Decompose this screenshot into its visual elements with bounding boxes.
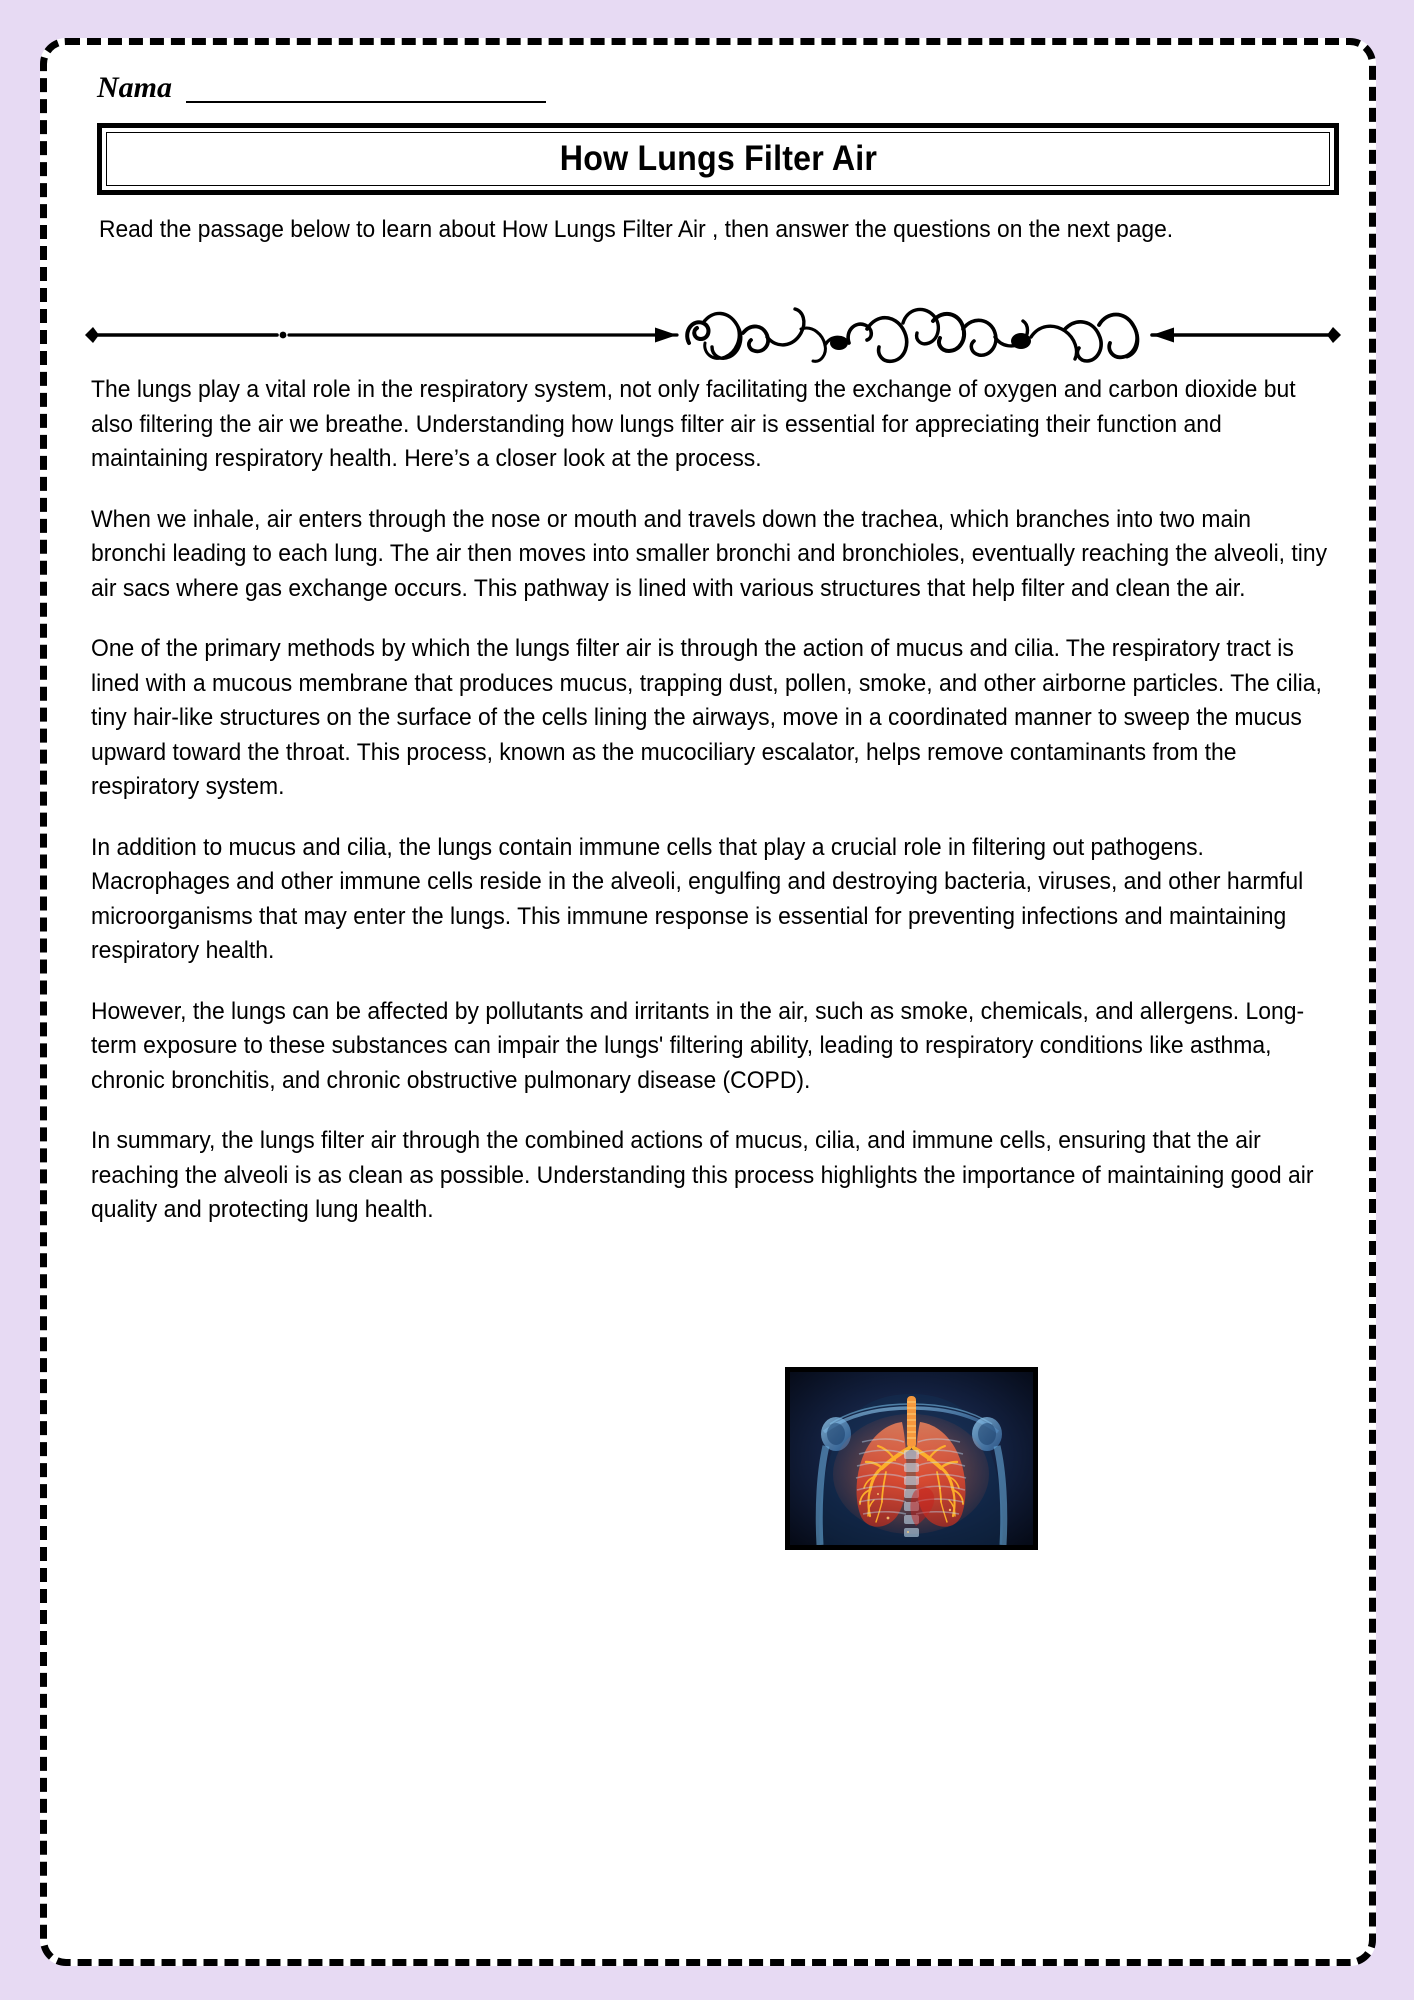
passage-paragraph: One of the primary methods by which the lungs filter air is through the action of mucus and cilia. The respiratory tract is lined with a mucous membrane that produces mucus, trapping dust, pollen, smoke, and other airborne particles. The cilia, tiny hair-like structures on the surface of the cells lining the airways, move in a coordinated manner to sweep the mucus upward toward the throat. This process, known as the mucociliary escalator, helps remove contaminants from the respiratory system. — [91, 635, 1322, 800]
passage-paragraph: The lungs play a vital role in the respiratory system, not only facilitating the exchange of oxygen and carbon dioxide but also filtering the air we breathe. Understanding how lungs filter air is essential for appreciating their function and maintaining respiratory health. Here’s a closer look at the process. — [91, 376, 1296, 472]
passage-paragraph: When we inhale, air enters through the nose or mouth and travels down the trachea, which branches into two main bronchi leading to each lung. The air then moves into smaller bronchi and bronchioles, eventually reaching the alveoli, tiny air sacs where gas exchange occurs. This pathway is lined with various structures that help filter and clean the air. — [91, 505, 1328, 602]
passage-paragraph: In addition to mucus and cilia, the lungs contain immune cells that play a crucial role in filtering out pathogens. Macrophages and other immune cells reside in the alveoli, engulfing and destroying bacteria, viruses, and other harmful microorganisms that may enter the lungs. This immune response is essential for preventing infections and maintaining respiratory health. — [91, 833, 1304, 964]
passage-body — [91, 373, 1331, 1228]
name-input-blank[interactable] — [186, 79, 546, 103]
instruction-text: Read the passage below to learn about How Lungs Filter Air , then answer the questions on the next page. — [99, 216, 1174, 243]
name-label: Nama — [97, 71, 172, 104]
title-box — [97, 123, 1339, 195]
figure-image — [790, 1372, 1033, 1545]
worksheet-inner — [69, 55, 1347, 1949]
passage-paragraph: However, the lungs can be affected by pollutants and irritants in the air, such as smoke, chemicals, and allergens. Long-term exposure to these substances can impair the lungs' filtering ability, leading to respiratory conditions like asthma, chronic bronchitis, and chronic obstructive pulmonary disease (COPD). — [91, 997, 1305, 1094]
name-row — [97, 73, 546, 103]
page-title: How Lungs Filter Air — [559, 139, 877, 178]
human-lungs-xray-illustration-icon — [785, 1367, 1038, 1550]
flourish-ornament-divider-icon — [77, 303, 1349, 367]
worksheet-sheet — [40, 38, 1376, 1966]
passage-paragraph: In summary, the lungs filter air through the combined actions of mucus, cilia, and immune cells, ensuring that the air reaching the alveoli is as clean as possible. Understanding this process highlights the importance of maintaining good air quality and protecting lung health. — [91, 1127, 1314, 1223]
